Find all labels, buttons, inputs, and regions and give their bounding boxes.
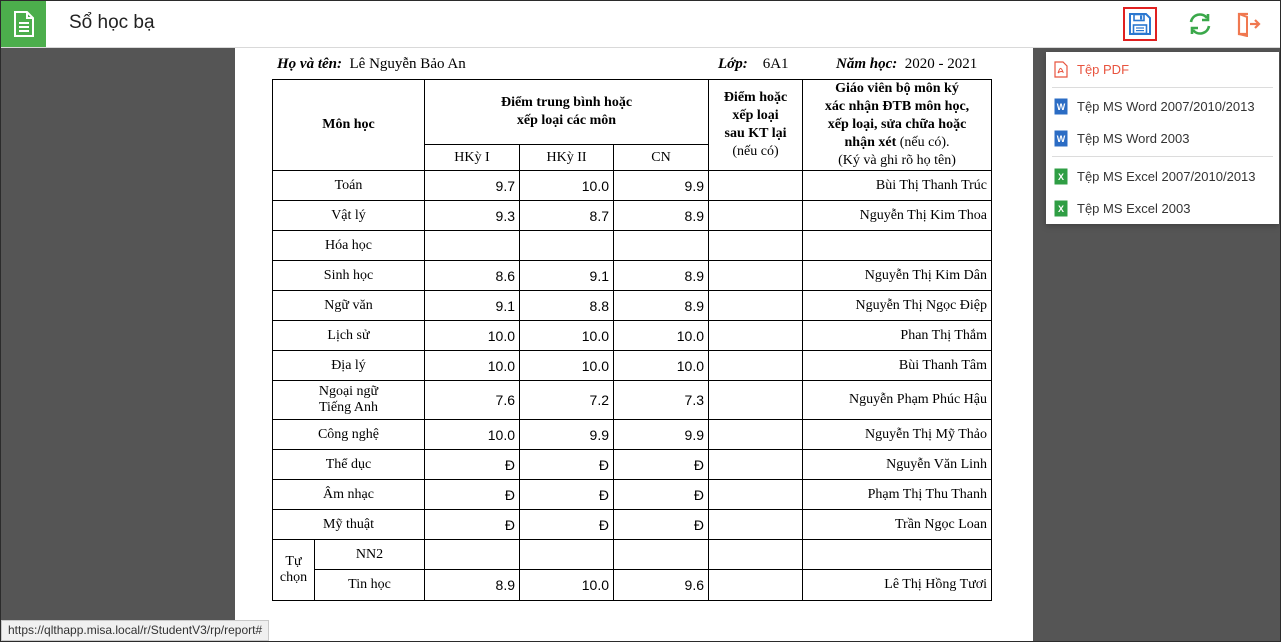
teacher-cell: Phan Thị Thắm xyxy=(803,321,992,351)
header-average-line1: Điểm trung bình hoặc xyxy=(500,95,633,111)
table-row xyxy=(273,201,992,231)
retest-cell xyxy=(709,510,803,540)
hk2-cell: Đ xyxy=(520,480,614,510)
document-icon xyxy=(1,1,46,47)
hk1-cell: 8.6 xyxy=(425,261,520,291)
teacher-cell: Bùi Thanh Tâm xyxy=(803,351,992,381)
hk1-cell: 8.9 xyxy=(425,570,520,601)
hk2-cell: Đ xyxy=(520,510,614,540)
teacher-cell: Nguyễn Thị Ngọc Điệp xyxy=(803,291,992,321)
hk2-cell: 10.0 xyxy=(520,570,614,601)
header-teacher-line2: xác nhận ĐTB môn học, xyxy=(824,99,970,114)
retest-cell xyxy=(709,480,803,510)
excel-file-icon xyxy=(1054,168,1068,185)
subject-cell: NN2 xyxy=(315,540,425,570)
retest-cell xyxy=(709,231,803,261)
top-bar xyxy=(0,0,1281,48)
teacher-cell: Bùi Thị Thanh Trúc xyxy=(803,171,992,201)
elective-label-line2: chọn xyxy=(279,570,308,585)
teacher-cell: Phạm Thị Thu Thanh xyxy=(803,480,992,510)
menu-divider xyxy=(1052,156,1273,157)
subject-cell: Toán xyxy=(273,171,425,201)
retest-cell xyxy=(709,420,803,450)
hk1-cell: 9.1 xyxy=(425,291,520,321)
cn-cell: Đ xyxy=(614,510,709,540)
class-value: 6A1 xyxy=(762,56,789,72)
student-name-label: Họ và tên: xyxy=(277,56,342,72)
subject-cell: Hóa học xyxy=(273,231,425,261)
header-average xyxy=(425,80,709,145)
subject-line2: Tiếng Anh xyxy=(318,400,378,415)
export-excel-2003-label: Tệp MS Excel 2003 xyxy=(1077,200,1191,216)
hk1-cell xyxy=(425,540,520,570)
cn-cell xyxy=(614,231,709,261)
word-file-icon xyxy=(1054,130,1068,147)
header-retest-line4: (nếu có) xyxy=(732,144,779,159)
teacher-cell: Nguyễn Thị Mỹ Thảo xyxy=(803,420,992,450)
table-row xyxy=(273,540,992,570)
header-average-line2: xếp loại các môn xyxy=(516,113,617,129)
export-word-2003-label: Tệp MS Word 2003 xyxy=(1077,130,1190,146)
excel-file-icon xyxy=(1054,200,1068,217)
hk2-cell: 8.8 xyxy=(520,291,614,321)
student-name-line xyxy=(277,56,466,73)
export-menu xyxy=(1046,52,1279,224)
retest-cell xyxy=(709,381,803,420)
hk1-cell: 10.0 xyxy=(425,420,520,450)
header-subject: Môn học xyxy=(273,80,425,171)
header-retest-line3: sau KT lại xyxy=(724,126,787,141)
exit-button[interactable] xyxy=(1231,7,1265,41)
teacher-cell: Nguyễn Thị Kim Dân xyxy=(803,261,992,291)
cn-cell: Đ xyxy=(614,480,709,510)
teacher-cell xyxy=(803,540,992,570)
hk1-cell: 9.3 xyxy=(425,201,520,231)
svg-text:W: W xyxy=(1056,133,1066,144)
table-row xyxy=(273,570,992,601)
table-row xyxy=(273,381,992,420)
table-row xyxy=(273,291,992,321)
hk1-cell: 9.7 xyxy=(425,171,520,201)
cn-cell: 8.9 xyxy=(614,291,709,321)
class-label: Lớp: xyxy=(718,56,748,72)
cn-cell: 9.9 xyxy=(614,171,709,201)
export-pdf-item[interactable] xyxy=(1046,55,1279,83)
header-retest-line1: Điểm hoặc xyxy=(723,90,788,105)
hk2-cell: 10.0 xyxy=(520,171,614,201)
subject-cell: Ngữ văn xyxy=(273,291,425,321)
teacher-cell: Nguyễn Văn Linh xyxy=(803,450,992,480)
teacher-cell: Nguyễn Thị Kim Thoa xyxy=(803,201,992,231)
retest-cell xyxy=(709,540,803,570)
header-teacher-line1: Giáo viên bộ môn ký xyxy=(835,81,959,96)
hk1-cell: Đ xyxy=(425,450,520,480)
school-year-value: 2020 - 2021 xyxy=(904,56,978,72)
subject-cell xyxy=(273,381,425,420)
subject-cell: Thể dục xyxy=(273,450,425,480)
header-teacher-line4 xyxy=(807,134,987,152)
hk1-cell: Đ xyxy=(425,480,520,510)
refresh-icon xyxy=(1187,11,1213,37)
floppy-disk-icon xyxy=(1128,12,1152,36)
table-row xyxy=(273,450,992,480)
cn-cell: 8.9 xyxy=(614,201,709,231)
hk1-cell xyxy=(425,231,520,261)
teacher-cell: Trần Ngọc Loan xyxy=(803,510,992,540)
table-row xyxy=(273,261,992,291)
header-teacher xyxy=(803,80,992,171)
export-word-2003-item[interactable] xyxy=(1046,124,1279,152)
export-excel-2003-item[interactable] xyxy=(1046,194,1279,222)
hk2-cell xyxy=(520,540,614,570)
hk2-cell xyxy=(520,231,614,261)
menu-divider xyxy=(1052,87,1273,88)
retest-cell xyxy=(709,201,803,231)
subject-cell: Mỹ thuật xyxy=(273,510,425,540)
retest-cell xyxy=(709,450,803,480)
hk2-cell: Đ xyxy=(520,450,614,480)
school-year-line xyxy=(836,56,977,73)
cn-cell: 9.6 xyxy=(614,570,709,601)
table-row xyxy=(273,420,992,450)
pdf-file-icon xyxy=(1054,61,1068,78)
retest-cell xyxy=(709,261,803,291)
header-hk1: HKỳ I xyxy=(425,145,520,171)
table-row xyxy=(273,510,992,540)
table-row xyxy=(273,171,992,201)
hk1-cell: 7.6 xyxy=(425,381,520,420)
hk1-cell: 10.0 xyxy=(425,351,520,381)
hk2-cell: 8.7 xyxy=(520,201,614,231)
svg-text:X: X xyxy=(1057,203,1065,214)
header-teacher-line4a: nhận xét xyxy=(844,135,897,150)
retest-cell xyxy=(709,321,803,351)
page-title: Sổ học bạ xyxy=(69,12,155,33)
class-line xyxy=(718,56,789,73)
save-button[interactable] xyxy=(1123,7,1157,41)
export-excel-2007-item[interactable] xyxy=(1046,162,1279,190)
grades-table xyxy=(272,79,992,601)
subject-cell: Lịch sử xyxy=(273,321,425,351)
table-row xyxy=(273,480,992,510)
hk2-cell: 10.0 xyxy=(520,351,614,381)
svg-text:X: X xyxy=(1057,171,1065,182)
export-excel-2007-label: Tệp MS Excel 2007/2010/2013 xyxy=(1077,168,1256,184)
student-name: Lê Nguyễn Bảo An xyxy=(349,56,466,72)
subject-cell: Địa lý xyxy=(273,351,425,381)
header-retest-line2: xếp loại xyxy=(732,108,779,123)
subject-cell: Tin học xyxy=(315,570,425,601)
subject-line1: Ngoại ngữ xyxy=(318,384,379,399)
svg-text:W: W xyxy=(1056,101,1066,112)
export-word-2007-label: Tệp MS Word 2007/2010/2013 xyxy=(1077,98,1255,114)
header-cn: CN xyxy=(614,145,709,171)
table-row xyxy=(273,231,992,261)
header-hk2: HKỳ II xyxy=(520,145,614,171)
header-teacher-line4b: (nếu có). xyxy=(896,135,950,150)
hk2-cell: 9.1 xyxy=(520,261,614,291)
status-url: https://qlthapp.misa.local/r/StudentV3/rp/report# xyxy=(1,620,269,641)
table-row xyxy=(273,351,992,381)
subject-cell: Âm nhạc xyxy=(273,480,425,510)
hk1-cell: Đ xyxy=(425,510,520,540)
subject-cell: Vật lý xyxy=(273,201,425,231)
word-file-icon xyxy=(1054,98,1068,115)
refresh-button[interactable] xyxy=(1183,7,1217,41)
teacher-cell xyxy=(803,231,992,261)
elective-label-line1: Tự xyxy=(285,554,302,569)
cn-cell: 10.0 xyxy=(614,351,709,381)
cn-cell xyxy=(614,540,709,570)
hk2-cell: 10.0 xyxy=(520,321,614,351)
retest-cell xyxy=(709,291,803,321)
teacher-cell: Nguyễn Phạm Phúc Hậu xyxy=(803,381,992,420)
cn-cell: 10.0 xyxy=(614,321,709,351)
export-pdf-label: Tệp PDF xyxy=(1077,61,1130,77)
teacher-cell: Lê Thị Hồng Tươi xyxy=(803,570,992,601)
cn-cell: 7.3 xyxy=(614,381,709,420)
table-row xyxy=(273,321,992,351)
cn-cell: 9.9 xyxy=(614,420,709,450)
retest-cell xyxy=(709,351,803,381)
subject-cell: Công nghệ xyxy=(273,420,425,450)
cn-cell: 8.9 xyxy=(614,261,709,291)
report-page xyxy=(235,48,1033,642)
hk1-cell: 10.0 xyxy=(425,321,520,351)
hk2-cell: 9.9 xyxy=(520,420,614,450)
hk2-cell: 7.2 xyxy=(520,381,614,420)
school-year-label: Năm học: xyxy=(836,56,898,72)
retest-cell xyxy=(709,570,803,601)
header-teacher-line5: (Ký và ghi rõ họ tên) xyxy=(838,153,956,168)
exit-icon xyxy=(1235,11,1261,37)
retest-cell xyxy=(709,171,803,201)
header-teacher-line3: xếp loại, sửa chữa hoặc xyxy=(827,117,967,132)
header-retest xyxy=(709,80,803,171)
cn-cell: Đ xyxy=(614,450,709,480)
elective-label xyxy=(273,540,315,601)
subject-cell: Sinh học xyxy=(273,261,425,291)
export-word-2007-item[interactable] xyxy=(1046,92,1279,120)
